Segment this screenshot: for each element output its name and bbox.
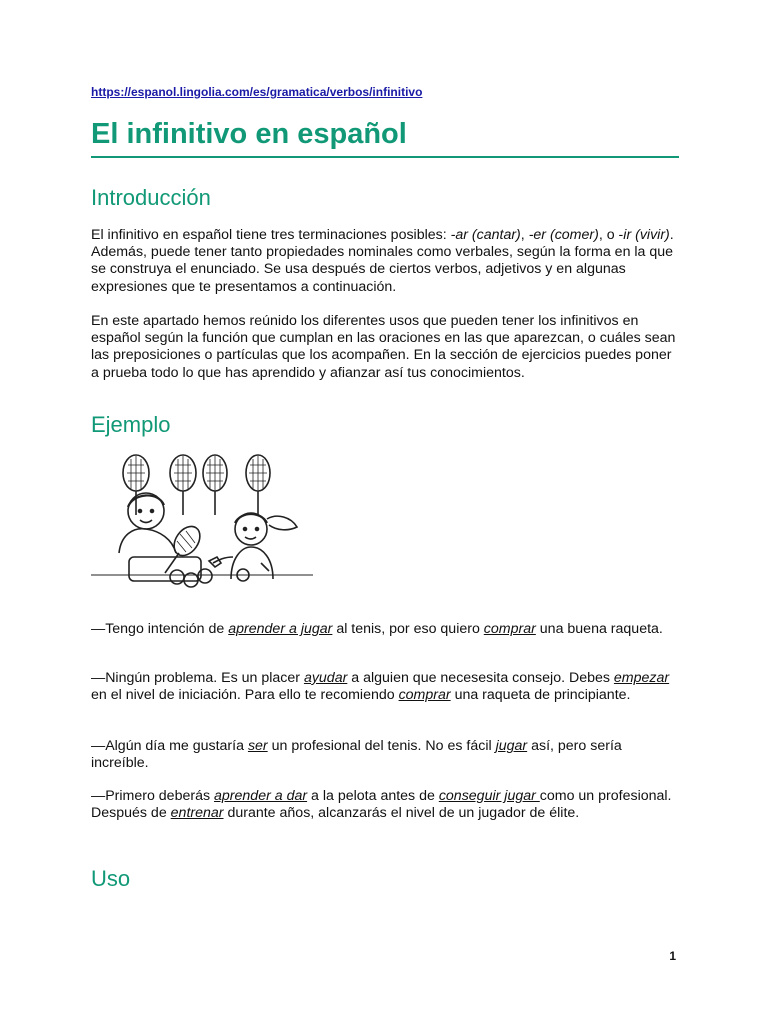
dialogue-line-4 — [91, 788, 681, 822]
text-run: El infinitivo en español tiene tres terminaciones posibles: — [91, 227, 451, 243]
text-run: como un profesional. Después de — [91, 788, 672, 822]
infinitive: comprar — [398, 687, 451, 704]
text-run: , o - — [598, 227, 624, 243]
dialogue-line-3 — [91, 738, 681, 772]
infinitive: ser — [247, 738, 268, 754]
text-run: un profesional del tenis. No es fácil — [267, 738, 496, 754]
dialogue-line-2 — [91, 670, 681, 704]
source-link[interactable]: https://espanol.lingolia.com/es/gramatica/verbos/infinitivo — [91, 85, 423, 99]
intro-paragraph-1 — [91, 227, 681, 296]
text-run: durante años, alcanzarás el nivel de un jugador de élite. — [223, 805, 580, 822]
title-underline — [91, 156, 679, 158]
text-run: una raqueta de principiante. — [450, 687, 631, 704]
infinitive: ayudar — [303, 670, 348, 686]
ending-ar: -ar (cantar) — [450, 227, 521, 243]
tennis-illustration — [91, 449, 313, 591]
text-run: a alguien que necesesita consejo. Debes — [347, 670, 614, 686]
ending-er: -er (comer) — [528, 227, 599, 243]
infinitive: empezar — [613, 670, 670, 686]
page-number: 1 — [669, 949, 676, 963]
infinitive: comprar — [483, 621, 536, 637]
infinitive: conseguir jugar — [438, 788, 540, 804]
dialogue-line-1 — [91, 621, 681, 638]
text-run: —Primero deberás — [91, 788, 215, 804]
intro-paragraph-2: En este apartado hemos reúnido los diferentes usos que pueden tener los infinitivos en español según la función que cumplan en las oraciones en las que aparezcan, o cuáles sean las preposiciones o partículas que los acompañen. En la sección de ejercicios puedes poner a prueba todo lo que has aprendido y afianzar así tus conocimientos. — [91, 313, 676, 381]
infinitive: aprender a dar — [214, 788, 308, 804]
heading-introduccion: Introducción — [91, 185, 211, 210]
text-run: —Tengo intención de — [91, 621, 229, 637]
text-run: así, pero sería increíble. — [91, 738, 622, 772]
text-run: —Ningún problema. Es un placer — [91, 670, 304, 686]
text-run: . Además, puede tener tanto propiedades nominales como verbales, según la forma en la que se construya el enunciado. Se usa después de ciertos verbos, adjetivos y en algunas expresiones que te presentamos a continuación. — [91, 227, 674, 295]
heading-uso: Uso — [91, 866, 131, 891]
page-title: El infinitivo en español — [91, 118, 407, 150]
text-run: al tenis, por eso quiero — [332, 621, 484, 637]
text-run: —Algún día me gustaría — [91, 738, 248, 754]
ending-ir: ir (vivir) — [623, 227, 670, 243]
text-run: una buena raqueta. — [535, 621, 663, 637]
text-run: , — [520, 227, 529, 243]
text-run: en el nivel de iniciación. Para ello te recomiendo — [91, 687, 399, 704]
text-run: a la pelota antes de — [307, 788, 439, 804]
infinitive: jugar — [495, 738, 528, 754]
infinitive: aprender a jugar — [228, 621, 333, 637]
heading-ejemplo: Ejemplo — [91, 412, 171, 437]
infinitive: entrenar — [170, 805, 224, 822]
